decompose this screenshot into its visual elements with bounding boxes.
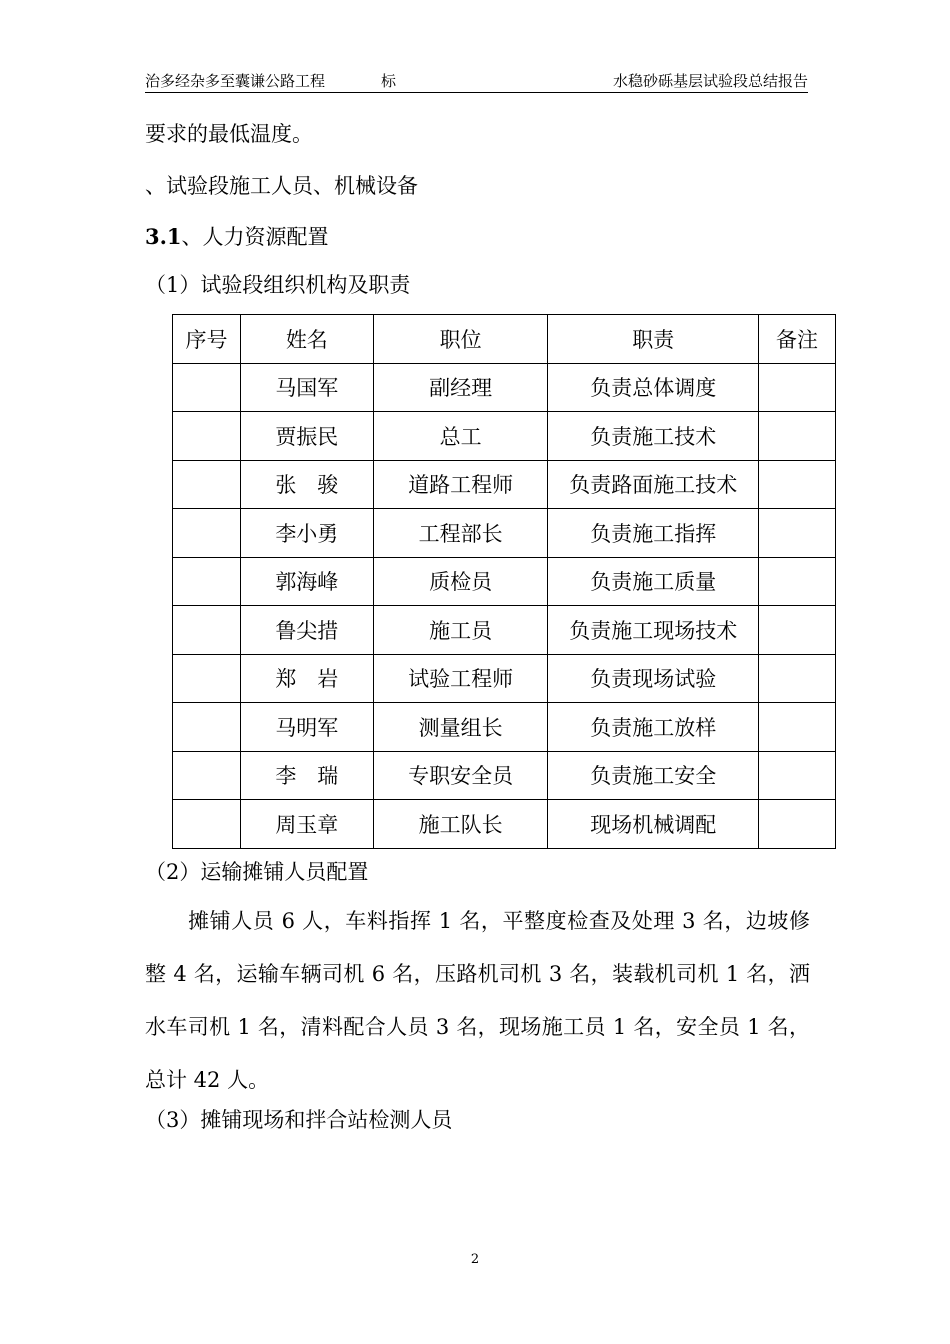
cell-note (759, 703, 836, 752)
cell-position: 总工 (373, 412, 548, 461)
table-header-row (173, 315, 836, 364)
item-heading-testing-staff: （3）摊铺现场和拌合站检测人员 (145, 1108, 453, 1132)
cell-no (173, 751, 241, 800)
table-row (173, 654, 836, 703)
cell-name: 李小勇 (240, 509, 373, 558)
cell-name: 李 瑞 (240, 751, 373, 800)
cell-duty: 负责总体调度 (548, 363, 759, 412)
table-row (173, 800, 836, 849)
cell-name: 贾振民 (240, 412, 373, 461)
cell-duty: 负责施工现场技术 (548, 606, 759, 655)
header-project-title: 治多经杂多至囊谦公路工程 (145, 72, 326, 90)
paragraph-text: 摊铺人员 6 人，车料指挥 1 名，平整度检查及处理 3 名，边坡修整 4 名，运输车辆司机 6 名，压路机司机 3 名，装载机司机 1 名，洒水车司机 1 名，清料配合人员 3 名，现场施工员 1 名，安全员 1 名，总计 42 人。 (145, 909, 810, 1092)
subsection-number: 3.1 (145, 224, 182, 249)
table-row (173, 557, 836, 606)
item-heading-transport-paving: （2）运输摊铺人员配置 (145, 860, 369, 884)
cell-no (173, 557, 241, 606)
cell-note (759, 557, 836, 606)
cell-note (759, 363, 836, 412)
cell-duty: 负责施工技术 (548, 412, 759, 461)
cell-note (759, 800, 836, 849)
cell-position: 专职安全员 (373, 751, 548, 800)
table-row (173, 703, 836, 752)
cell-name: 鲁尖措 (240, 606, 373, 655)
cell-position: 测量组长 (373, 703, 548, 752)
cell-no (173, 654, 241, 703)
col-header-note: 备注 (759, 315, 836, 364)
cell-duty: 负责施工指挥 (548, 509, 759, 558)
cell-no (173, 800, 241, 849)
cell-position: 副经理 (373, 363, 548, 412)
cell-position: 施工员 (373, 606, 548, 655)
page-header (145, 70, 808, 93)
cell-no (173, 363, 241, 412)
cell-duty: 负责施工质量 (548, 557, 759, 606)
table-row (173, 460, 836, 509)
header-section-label: 标 (381, 72, 397, 90)
col-header-no: 序号 (173, 315, 241, 364)
cell-note (759, 654, 836, 703)
header-report-title: 水稳砂砾基层试验段总结报告 (612, 72, 808, 90)
page-number: 2 (470, 1252, 480, 1267)
col-header-duty: 职责 (548, 315, 759, 364)
cell-name: 马明军 (240, 703, 373, 752)
section-heading-personnel-equipment: 、试验段施工人员、机械设备 (145, 174, 418, 198)
cell-position: 质检员 (373, 557, 548, 606)
cell-duty: 负责现场试验 (548, 654, 759, 703)
cell-no (173, 703, 241, 752)
cell-position: 施工队长 (373, 800, 548, 849)
cell-duty: 负责施工放样 (548, 703, 759, 752)
cell-position: 试验工程师 (373, 654, 548, 703)
cell-note (759, 412, 836, 461)
cell-name: 马国军 (240, 363, 373, 412)
table-row (173, 412, 836, 461)
table-row (173, 509, 836, 558)
cell-note (759, 460, 836, 509)
col-header-position: 职位 (373, 315, 548, 364)
table-row (173, 751, 836, 800)
cell-no (173, 509, 241, 558)
cell-name: 郑 岩 (240, 654, 373, 703)
cell-name: 张 骏 (240, 460, 373, 509)
cell-no (173, 412, 241, 461)
cell-no (173, 606, 241, 655)
subsection-heading-manpower (145, 222, 329, 252)
transport-paving-paragraph (145, 895, 810, 1107)
cell-note (759, 606, 836, 655)
col-header-name: 姓名 (240, 315, 373, 364)
cell-name: 周玉章 (240, 800, 373, 849)
cell-duty: 负责施工安全 (548, 751, 759, 800)
line-min-temperature: 要求的最低温度。 (145, 122, 313, 146)
table-row (173, 363, 836, 412)
item-heading-organization: （1）试验段组织机构及职责 (145, 273, 411, 297)
cell-name: 郭海峰 (240, 557, 373, 606)
cell-note (759, 751, 836, 800)
organization-table (172, 314, 836, 849)
cell-note (759, 509, 836, 558)
cell-position: 道路工程师 (373, 460, 548, 509)
table-row (173, 606, 836, 655)
cell-duty: 现场机械调配 (548, 800, 759, 849)
subsection-title: 、人力资源配置 (181, 225, 329, 249)
cell-no (173, 460, 241, 509)
cell-duty: 负责路面施工技术 (548, 460, 759, 509)
cell-position: 工程部长 (373, 509, 548, 558)
